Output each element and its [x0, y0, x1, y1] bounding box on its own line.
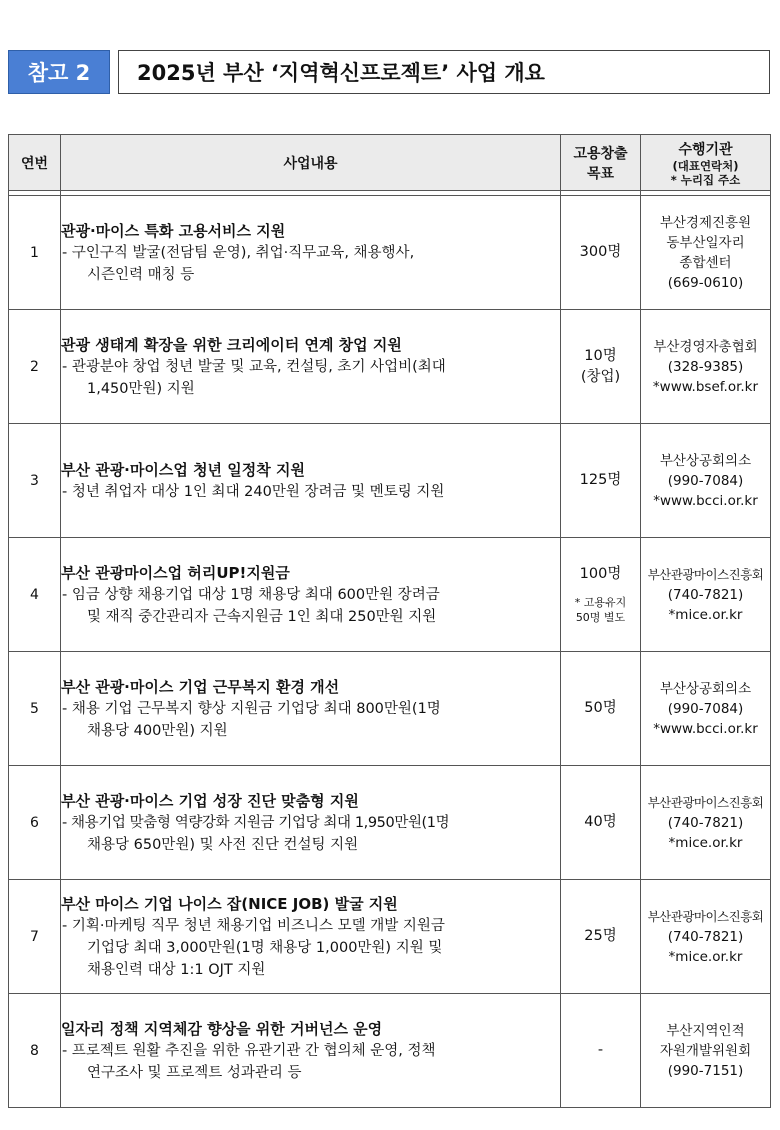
target-value: 125명 [579, 472, 622, 488]
target-value: 25명 [584, 928, 617, 944]
header-target-line1: 고용창출 [573, 145, 628, 162]
row-number: 2 [9, 310, 61, 424]
agency-phone: (328-9385) [667, 358, 744, 375]
row-agency [641, 310, 771, 424]
row-content [61, 766, 561, 880]
agency-phone: (669-0610) [667, 274, 744, 291]
table-row [9, 196, 771, 310]
row-desc: - 프로젝트 원활 추진을 위한 유관기관 간 협의체 운영, 정책 [62, 1042, 436, 1059]
reference-badge: 참고 2 [8, 50, 110, 94]
row-content [61, 310, 561, 424]
row-title: 부산 관광마이스업 허리UP!지원금 [61, 563, 290, 582]
row-desc-cont: 연구조사 및 프로젝트 성과관리 등 [87, 1064, 302, 1081]
row-target [561, 880, 641, 994]
header-agency-line1: 수행기관 [678, 141, 733, 158]
table-row [9, 652, 771, 766]
table-row [9, 424, 771, 538]
table-row [9, 538, 771, 652]
agency-website: *www.bcci.or.kr [653, 720, 758, 737]
header-agency-line2: (대표연락처) [672, 158, 739, 173]
agency-website: *mice.or.kr [668, 948, 743, 965]
row-title: 관광·마이스 특화 고용서비스 지원 [61, 221, 286, 240]
target-value: 10명 [584, 347, 617, 364]
agency-name: 부산경영자총협회 [653, 338, 758, 355]
row-agency [641, 196, 771, 310]
agency-phone: (740-7821) [667, 586, 744, 603]
project-table [8, 134, 771, 1108]
row-target [561, 424, 641, 538]
row-desc: - 채용 기업 근무복지 향상 지원금 기업당 최대 800만원(1명 [62, 700, 441, 717]
header-target-line2: 목표 [586, 165, 615, 182]
agency-phone: (990-7084) [667, 700, 744, 717]
row-number: 4 [9, 538, 61, 652]
agency-phone: (740-7821) [667, 928, 744, 945]
agency-name: 부산관광마이스진흥회 [647, 908, 764, 924]
agency-website: *mice.or.kr [668, 606, 743, 623]
row-title: 관광 생태계 확장을 위한 크리에이터 연계 창업 지원 [61, 335, 402, 354]
target-note [561, 595, 640, 625]
row-content [61, 538, 561, 652]
target-value: - [597, 1042, 604, 1058]
agency-name: 부산관광마이스진흥회 [647, 566, 764, 582]
row-number: 7 [9, 880, 61, 994]
row-target [561, 766, 641, 880]
row-desc-cont: 시즌인력 매칭 등 [87, 266, 195, 283]
row-desc-cont: 채용당 650만원) 및 사전 진단 컨설팅 지원 [87, 836, 359, 853]
row-desc-cont: 채용인력 대상 1:1 OJT 지원 [87, 961, 266, 978]
row-target [561, 538, 641, 652]
row-title: 부산 관광·마이스 기업 성장 진단 맞춤형 지원 [61, 791, 359, 810]
target-value: 300명 [579, 244, 622, 260]
row-agency [641, 766, 771, 880]
row-desc-cont: 및 재직 중간관리자 근속지원금 1인 최대 250만원 지원 [87, 608, 437, 625]
target-value: 100명 [579, 566, 622, 582]
row-content [61, 424, 561, 538]
row-desc: - 임금 상향 채용기업 대상 1명 채용당 최대 600만원 장려금 [62, 586, 440, 603]
row-desc-cont: 1,450만원) 지원 [87, 380, 195, 397]
row-target [561, 652, 641, 766]
row-title: 일자리 정책 지역체감 향상을 위한 거버넌스 운영 [61, 1019, 383, 1038]
row-agency [641, 880, 771, 994]
row-number: 3 [9, 424, 61, 538]
page-title: 2025년 부산 ‘지역혁신프로젝트’ 사업 개요 [118, 50, 770, 94]
row-agency [641, 538, 771, 652]
page-header [8, 50, 770, 94]
agency-name: 부산경제진흥원 [659, 214, 752, 231]
header-agency [641, 135, 771, 191]
row-title: 부산 관광·마이스업 청년 일정착 지원 [61, 460, 305, 479]
target-note: (창업) [580, 368, 621, 385]
agency-name: 부산상공회의소 [659, 680, 752, 697]
target-note-line1: * 고용유지 [574, 596, 627, 609]
row-agency [641, 424, 771, 538]
row-target [561, 196, 641, 310]
target-value: 50명 [584, 700, 617, 716]
agency-name: 부산상공회의소 [659, 452, 752, 469]
row-number: 1 [9, 196, 61, 310]
target-value: 40명 [584, 814, 617, 830]
row-agency [641, 994, 771, 1108]
row-desc: - 청년 취업자 대상 1인 최대 240만원 장려금 및 멘토링 지원 [62, 483, 445, 500]
agency-name: 부산지역인적 [666, 1022, 745, 1039]
header-target [561, 135, 641, 191]
header-content: 사업내용 [61, 135, 561, 191]
row-number: 6 [9, 766, 61, 880]
agency-website: *mice.or.kr [668, 834, 743, 851]
agency-name-cont: 종합센터 [679, 254, 732, 271]
row-desc-cont: 기업당 최대 3,000만원(1명 채용당 1,000만원) 지원 및 [87, 939, 443, 956]
table-row [9, 994, 771, 1108]
agency-website: *www.bcci.or.kr [653, 492, 758, 509]
agency-name: 부산관광마이스진흥회 [647, 794, 764, 810]
row-target [561, 310, 641, 424]
row-desc-cont: 채용당 400만원) 지원 [87, 722, 228, 739]
row-target [561, 994, 641, 1108]
agency-name-cont: 동부산일자리 [666, 234, 745, 251]
agency-phone: (990-7084) [667, 472, 744, 489]
row-title: 부산 관광·마이스 기업 근무복지 환경 개선 [61, 677, 340, 696]
header-number: 연번 [9, 135, 61, 191]
row-number: 5 [9, 652, 61, 766]
row-content [61, 196, 561, 310]
header-agency-line3: * 누리집 주소 [670, 172, 741, 187]
row-content [61, 880, 561, 994]
row-content [61, 994, 561, 1108]
row-desc: - 관광분야 창업 청년 발굴 및 교육, 컨설팅, 초기 사업비(최대 [62, 358, 446, 375]
row-content [61, 652, 561, 766]
table-row [9, 310, 771, 424]
target-note-line2: 50명 별도 [575, 611, 626, 624]
row-title: 부산 마이스 기업 나이스 잡(NICE JOB) 발굴 지원 [61, 894, 398, 913]
agency-name-cont: 자원개발위원회 [659, 1042, 752, 1059]
table-row [9, 880, 771, 994]
row-desc: - 채용기업 맞춤형 역량강화 지원금 기업당 최대 1,950만원(1명 [62, 814, 450, 831]
row-number: 8 [9, 994, 61, 1108]
agency-website: *www.bsef.or.kr [652, 378, 759, 395]
row-desc: - 구인구직 발굴(전담팀 운영), 취업·직무교육, 채용행사, [62, 244, 415, 261]
row-desc: - 기획·마케팅 직무 청년 채용기업 비즈니스 모델 개발 지원금 [62, 917, 445, 934]
table-row [9, 766, 771, 880]
agency-phone: (740-7821) [667, 814, 744, 831]
agency-phone: (990-7151) [667, 1062, 744, 1079]
row-agency [641, 652, 771, 766]
